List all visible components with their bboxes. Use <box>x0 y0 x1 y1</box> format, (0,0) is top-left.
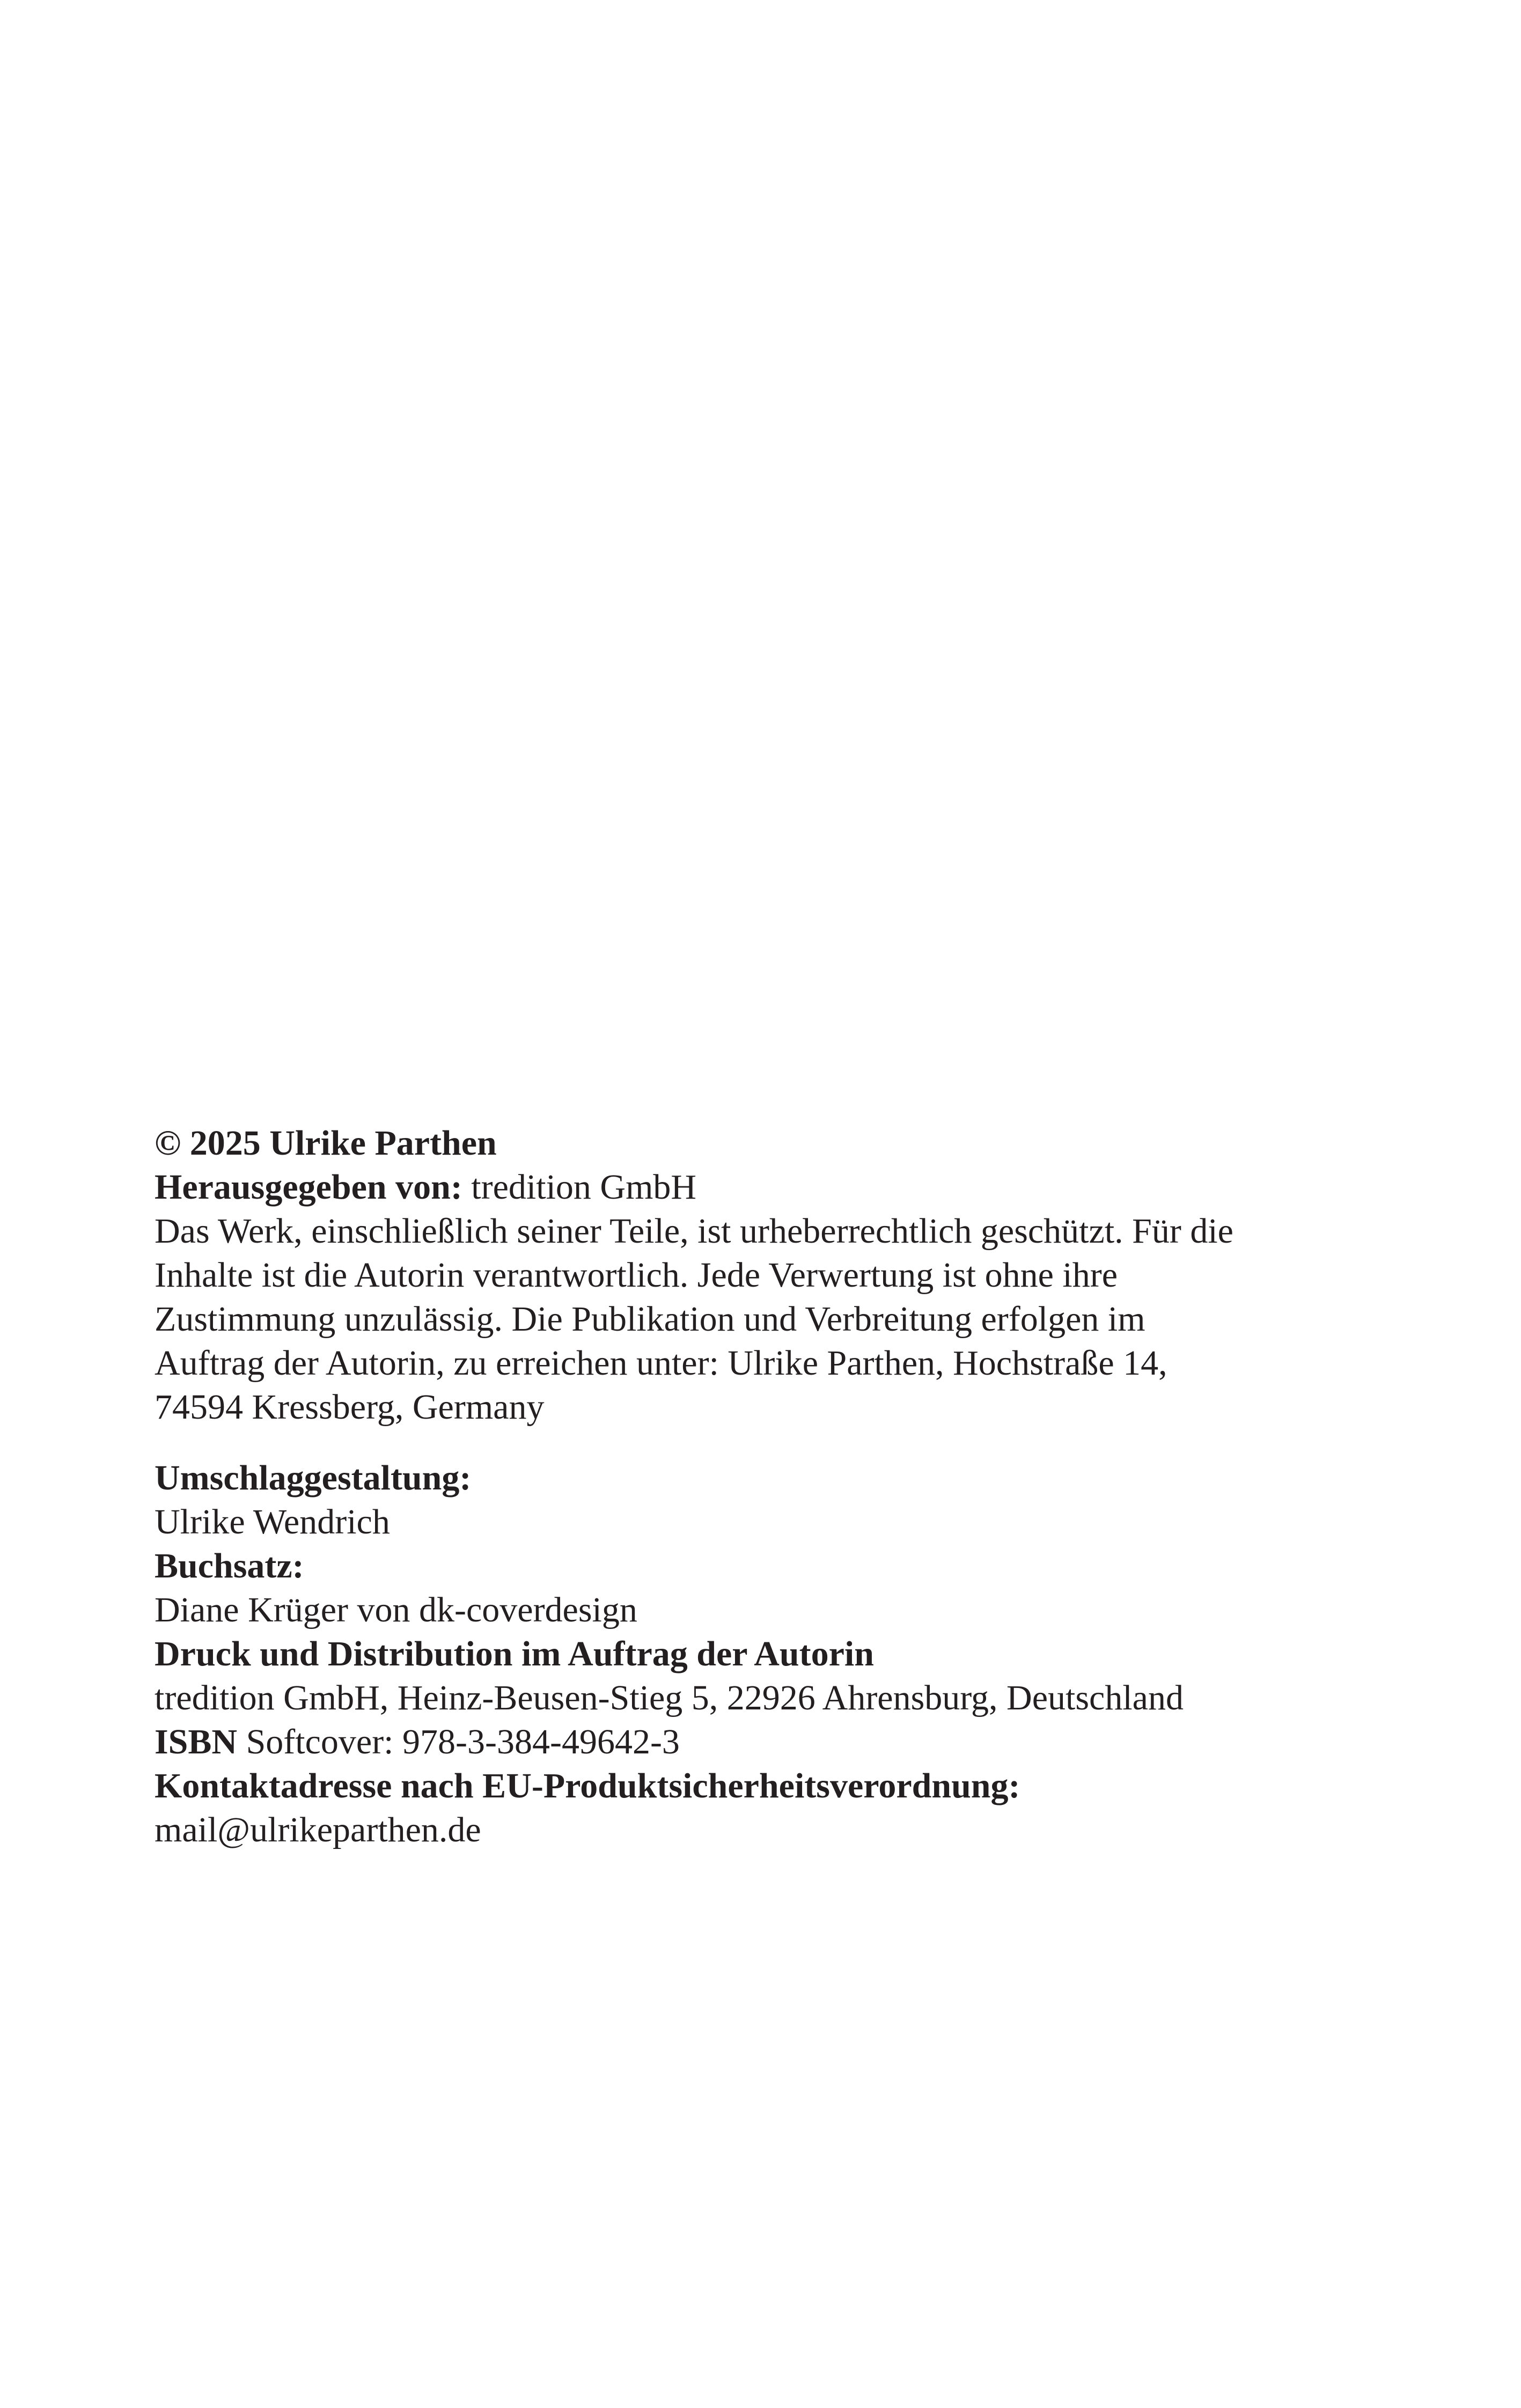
notice-line: Zustimmung unzulässig. Die Publikation und Verbreitung erfolgen im <box>155 1300 1145 1339</box>
typesetting-label: Buchsatz: <box>155 1546 304 1585</box>
copyright-line: © 2025 Ulrike Parthen <box>155 1124 497 1163</box>
isbn-value: Softcover: 978-3-384-49642-3 <box>246 1722 680 1761</box>
cover-design-value: Ulrike Wendrich <box>155 1502 390 1541</box>
printing-label: Druck und Distribution im Auftrag der Autorin <box>155 1634 874 1673</box>
notice-line: 74594 Kressberg, Germany <box>155 1387 545 1427</box>
printing-value: tredition GmbH, Heinz-Beusen-Stieg 5, 22926 Ahrensburg, Deutschland <box>155 1678 1184 1717</box>
cover-design-label: Umschlaggestaltung: <box>155 1458 472 1497</box>
publisher-value: tredition GmbH <box>471 1168 697 1207</box>
notice-line: Das Werk, einschließlich seiner Teile, ist urheberrechtlich geschützt. Für die <box>155 1212 1233 1251</box>
publisher-label: Herausgegeben von: <box>155 1168 462 1207</box>
contact-label: Kontaktadresse nach EU-Produktsicherheitsverordnung: <box>155 1766 1020 1805</box>
imprint-block <box>155 1121 1388 1852</box>
typesetting-value: Diane Krüger von dk-coverdesign <box>155 1590 637 1629</box>
notice-line: Inhalte ist die Autorin verantwortlich. Jede Verwertung ist ohne ihre <box>155 1256 1118 1295</box>
isbn-label: ISBN <box>155 1722 238 1761</box>
copyright-notice <box>155 1209 1388 1429</box>
isbn-line <box>155 1720 1388 1764</box>
publisher-line <box>155 1165 1388 1209</box>
contact-email: mail@ulrikeparthen.de <box>155 1810 481 1849</box>
notice-line: Auftrag der Autorin, zu erreichen unter: Ulrike Parthen, Hochstraße 14, <box>155 1344 1167 1383</box>
